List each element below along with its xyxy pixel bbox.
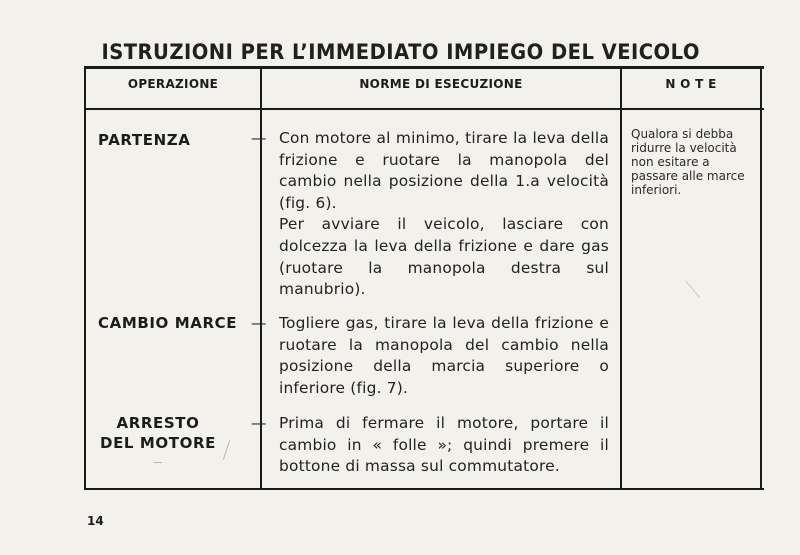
norm-arresto-motore [251,413,609,478]
operation-arresto-motore: ARRESTO DEL MOTORE [100,414,216,452]
column-header-operation: OPERAZIONE [127,77,219,91]
norm-text: Prima di fermare il motore, portare il cambio in « folle »; quindi premere il bottone di massa sul commutatore. [279,414,609,476]
norm-partenza [251,128,609,301]
norm-text: Per avviare il veicolo, lasciare con dolcezza la leva della frizione e dare gas (ruotare la manopola destra sul manubrio). [279,215,609,299]
norm-dash: — [251,414,267,432]
pencil-mark [154,462,162,463]
table-border-right [760,69,762,488]
instructions-table [84,66,764,490]
norm-dash: — [251,129,267,147]
note-partenza: Qualora si debba ridurre la velocità non esitare a passare alle marce inferiori. [631,127,745,197]
norm-dash: — [251,314,267,332]
norm-text: Con motore al minimo, tirare la leva della frizione e ruotare la manopola del cambio nella posizione della 1.a velocità (fig. 6). [279,129,609,212]
operation-cambio-marce: CAMBIO MARCE [98,314,238,332]
column-header-norms: NORME DI ESECUZIONE [359,77,523,91]
column-header-notes: N O T E [665,77,717,91]
header-divider [84,108,764,110]
page-number: 14 [87,514,104,528]
norm-text: Togliere gas, tirare la leva della frizione e ruotare la manopola del cambio nella posizione della marcia superiore o inferiore (fig. 7). [279,314,609,397]
norm-cambio-marce [251,313,609,399]
page-title: ISTRUZIONI PER L’IMMEDIATO IMPIEGO DEL VEICOLO [101,40,700,64]
operation-partenza: PARTENZA [98,131,191,149]
column-divider-notes [620,69,622,488]
table-border-left [84,69,86,488]
